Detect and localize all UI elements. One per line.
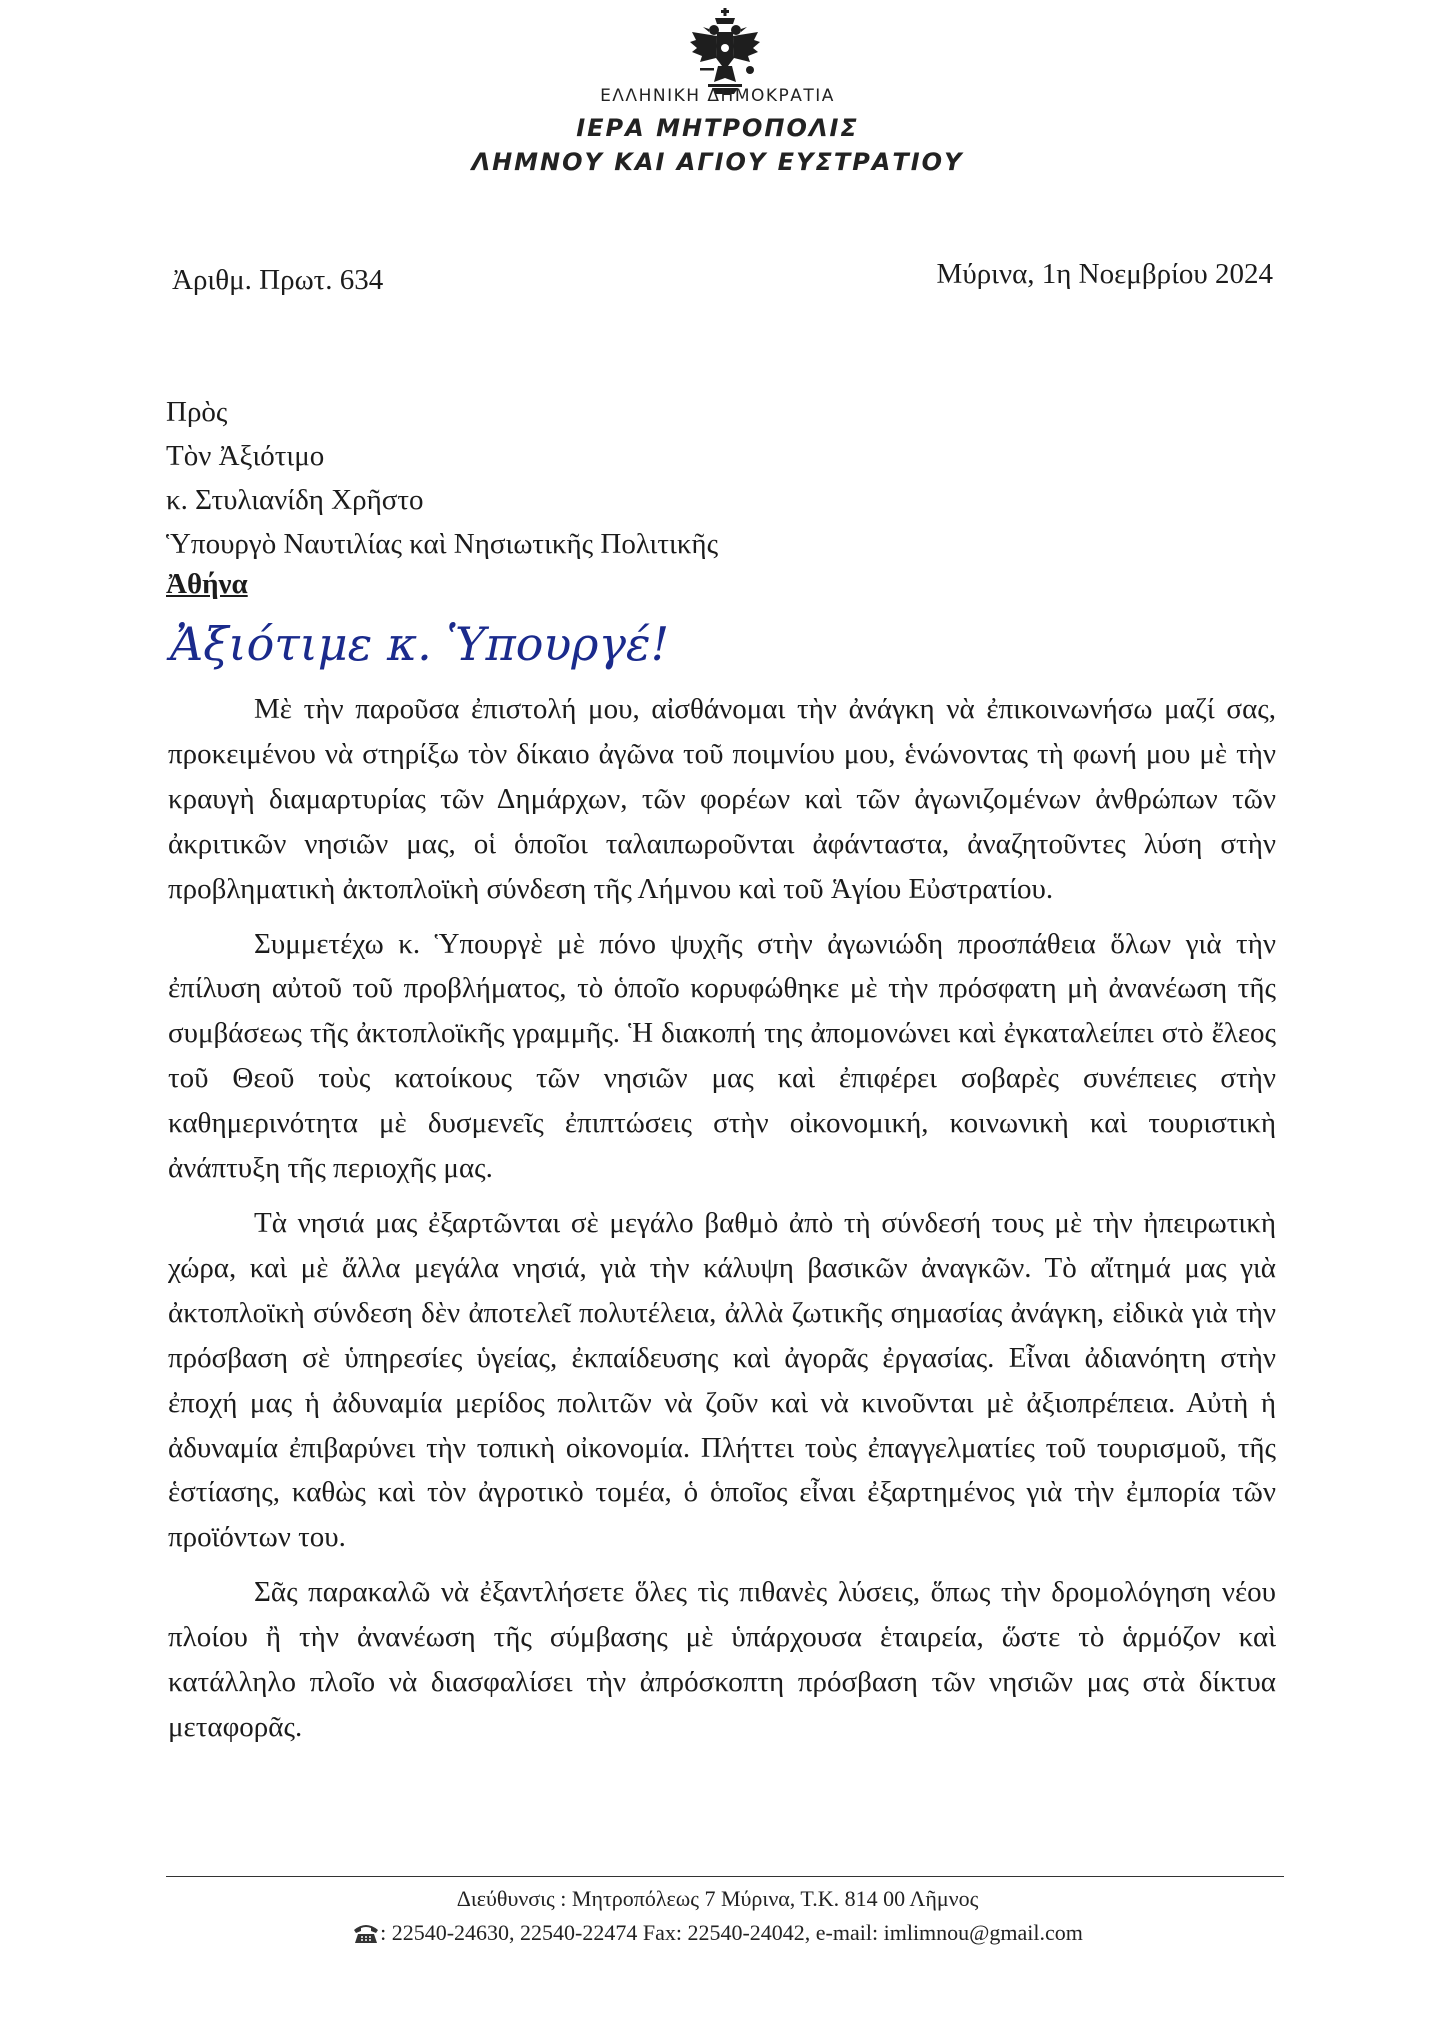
- letter-date: Μύρινα, 1η Νοεμβρίου 2024: [936, 258, 1273, 290]
- paragraph-1: Μὲ τὴν παροῦσα ἐπιστολή μου, αἰσθάνομαι τὴν ἀνάγκη νὰ ἐπικοινωνήσω μαζί σας, προκειμένου νὰ στηρίξω τὸν δίκαιο ἀγῶνα τοῦ ποιμνίου μου, ἑνώνοντας τὴ φωνή μου μὲ τὴν κραυγὴ διαμαρτυρίας τῶν Δημάρχων, τῶν φορέων καὶ τῶν ἀγωνιζομένων ἀνθρώπων τῶν ἀκριτικῶν νησιῶν μας, οἱ ὁποῖοι ταλαιπωροῦνται ἀφάνταστα, ἀναζητοῦντες λύση στὴν προβληματικὴ ἀκτοπλοϊκὴ σύνδεση τῆς Λήμνου καὶ τοῦ Ἁγίου Εὐστρατίου.: [168, 693, 1276, 905]
- footer-divider: [166, 1876, 1284, 1877]
- republic-label: ΕΛΛΗΝΙΚΗ ΔΗΜΟΚΡΑΤΙΑ: [600, 86, 835, 106]
- salutation-text: Ἀξιότιμε κ. Ὑπουργέ!: [170, 617, 670, 671]
- addressee-honorific: Τὸν Ἀξιότιμο: [166, 440, 325, 472]
- addressee-to: Πρὸς: [166, 396, 228, 428]
- metropolis-title: ΙΕΡΑ ΜΗΤΡΟΠΟΛΙΣ: [576, 114, 859, 142]
- letter-body: [168, 687, 1276, 1760]
- addressee-city: Ἀθήνα: [166, 568, 248, 600]
- handwritten-salutation: [164, 610, 824, 680]
- paragraph-4: Σᾶς παρακαλῶ νὰ ἐξαντλήσετε ὅλες τὶς πιθανὲς λύσεις, ὅπως τὴν δρομολόγηση νέου πλοίου ἢ τὴν ἀνανέωση τῆς σύμβασης μὲ ὑπάρχουσα ἑταιρεία, ὥστε τὸ ἁρμόζον καὶ κατάλληλο πλοῖο νὰ διασφαλίσει τὴν ἀπρόσκοπτη πρόσβαση τῶν νησιῶν μας στὰ δίκτυα μεταφορᾶς.: [168, 1576, 1276, 1743]
- addressee-name: κ. Στυλιανίδη Χρῆστο: [166, 484, 424, 516]
- footer-contact: [0, 1920, 1435, 1946]
- footer-contact-text: : 22540-24630, 22540-22474 Fax: 22540-24042, e-mail: imlimnou@gmail.com: [380, 1920, 1083, 1945]
- addressee-title: Ὑπουργὸ Ναυτιλίας καὶ Νησιωτικῆς Πολιτικῆς: [166, 528, 719, 560]
- double-headed-eagle-icon: [688, 8, 762, 96]
- paragraph-2: Συμμετέχω κ. Ὑπουργὲ μὲ πόνο ψυχῆς στὴν ἀγωνιώδη προσπάθεια ὅλων γιὰ τὴν ἐπίλυση αὐτοῦ τοῦ προβλήματος, τὸ ὁποῖο κορυφώθηκε μὲ τὴν πρόσφατη μὴ ἀνανέωση τῆς συμβάσεως τῆς ἀκτοπλοϊκῆς γραμμῆς. Ἡ διακοπή της ἀπομονώνει καὶ ἐγκαταλείπει στὸ ἔλεος τοῦ Θεοῦ τοὺς κατοίκους τῶν νησιῶν μας καὶ ἐπιφέρει σοβαρὲς συνέπειες στὴν καθημερινότητα μὲ δυσμενεῖς ἐπιπτώσεις στὴν οἰκονομική, κοινωνικὴ καὶ τουριστικὴ ἀνάπτυξη τῆς περιοχῆς μας.: [168, 927, 1276, 1185]
- telephone-icon: [352, 1922, 380, 1944]
- region-title: ΛΗΜΝΟΥ ΚΑΙ ΑΓΙΟΥ ΕΥΣΤΡΑΤΙΟΥ: [471, 148, 964, 176]
- protocol-number: Ἀριθμ. Πρωτ. 634: [172, 264, 384, 296]
- paragraph-3: Τὰ νησιά μας ἐξαρτῶνται σὲ μεγάλο βαθμὸ ἀπὸ τὴ σύνδεσή τους μὲ τὴν ἠπειρωτικὴ χώρα, καὶ μὲ ἄλλα μεγάλα νησιά, γιὰ τὴν κάλυψη βασικῶν ἀναγκῶν. Τὸ αἴτημά μας γιὰ ἀκτοπλοϊκὴ σύνδεση δὲν ἀποτελεῖ πολυτέλεια, ἀλλὰ ζωτικῆς σημασίας ἀνάγκη, εἰδικὰ γιὰ τὴν πρόσβαση σὲ ὑπηρεσίες ὑγείας, ἐκπαίδευσης καὶ ἀγορᾶς ἐργασίας. Εἶναι ἀδιανόητη στὴν ἐποχή μας ἡ ἀδυναμία μερίδος πολιτῶν νὰ ζοῦν καὶ νὰ κινοῦνται μὲ ἀξιοπρέπεια. Αὐτὴ ἡ ἀδυναμία ἐπιβαρύνει τὴν τοπικὴ οἰκονομία. Πλήττει τοὺς ἐπαγγελματίες τοῦ τουρισμοῦ, τῆς ἑστίασης, καθὼς καὶ τὸν ἀγροτικὸ τομέα, ὁ ὁποῖος εἶναι ἐξαρτημένος γιὰ τὴν ἐμπορία τῶν προϊόντων του.: [168, 1206, 1276, 1554]
- footer-address: Διεύθυνσις : Μητροπόλεως 7 Μύρινα, Τ.Κ. 814 00 Λῆμνος: [456, 1886, 979, 1911]
